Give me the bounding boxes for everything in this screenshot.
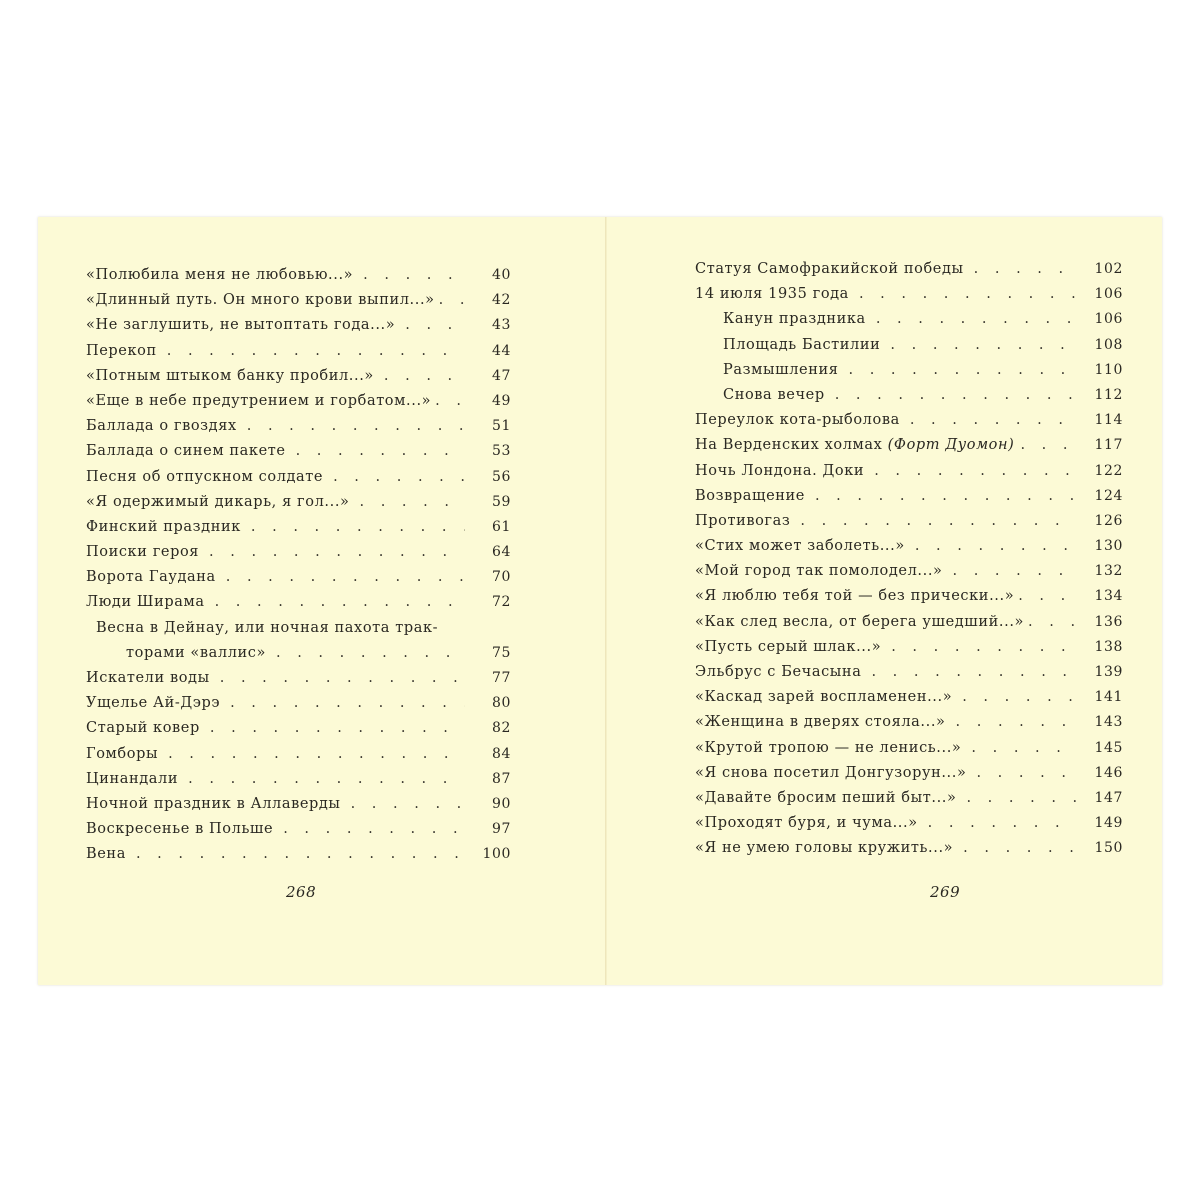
toc-leader-dots (848, 358, 1077, 383)
toc-title: Поиски героя (86, 544, 200, 561)
toc-leader-dots (247, 414, 465, 439)
toc-leader-dots (966, 786, 1077, 811)
toc-leader-dots (276, 641, 465, 666)
toc-leader-dots (1020, 433, 1077, 458)
toc-title: Воскресенье в Польше (86, 821, 274, 838)
toc-title: Люди Ширама (86, 594, 205, 611)
toc-entry (695, 761, 1123, 786)
toc-page-number: 84 (491, 745, 511, 762)
toc-leader-dots (910, 408, 1077, 433)
toc-page-number: 136 (1094, 613, 1123, 630)
toc-title: Перекоп (86, 342, 157, 359)
toc-leader-dots (351, 792, 465, 817)
toc-entry (695, 408, 1123, 433)
toc-entry (695, 786, 1123, 811)
toc-entry (86, 590, 511, 615)
toc-leader-dots (333, 465, 465, 490)
toc-page-number: 82 (491, 720, 511, 737)
toc-leader-dots (835, 383, 1077, 408)
toc-entry (695, 358, 1123, 383)
toc-title: Цинандали (86, 770, 179, 787)
toc-leader-dots (800, 509, 1077, 534)
toc-entry (86, 691, 511, 716)
toc-page-number: 56 (491, 468, 511, 485)
toc-page-number: 146 (1094, 764, 1123, 781)
toc-page-number: 150 (1094, 840, 1123, 857)
toc-title: «Длинный путь. Он много крови выпил...» (86, 292, 435, 309)
toc-leader-dots (360, 490, 466, 515)
toc-page-number: 141 (1094, 689, 1123, 706)
toc-page-number: 53 (491, 443, 511, 460)
toc-title: 14 июля 1935 года (695, 286, 849, 303)
toc-page-number: 112 (1094, 386, 1123, 403)
toc-page-number: 134 (1094, 588, 1123, 605)
toc-leader-dots (963, 836, 1077, 861)
toc-leader-dots (220, 666, 465, 691)
toc-page-number: 114 (1094, 412, 1123, 429)
toc-leader-dots (928, 811, 1077, 836)
toc-entry (86, 364, 511, 389)
toc-page-number: 87 (491, 770, 511, 787)
toc-leader-dots (363, 263, 465, 288)
toc-title: Ночь Лондона. Доки (695, 462, 865, 479)
toc-title: «Мой город так помолодел...» (695, 563, 943, 580)
toc-leader-dots (1018, 584, 1077, 609)
toc-entry (86, 490, 511, 515)
toc-leader-dots (230, 691, 465, 716)
right-page (607, 217, 1162, 985)
toc-entry (86, 263, 511, 288)
toc-entry (86, 288, 511, 313)
toc-entry (695, 635, 1123, 660)
toc-entry (86, 439, 511, 464)
toc-page-number: 124 (1094, 487, 1123, 504)
toc-page-number: 90 (491, 795, 511, 812)
toc-entry (695, 307, 1123, 332)
toc-title-main: На Верденских холмах (695, 437, 883, 454)
left-toc-list (86, 263, 511, 868)
toc-leader-dots (296, 439, 465, 464)
toc-leader-dots (871, 660, 1077, 685)
right-toc-list (695, 257, 1123, 862)
toc-page-number: 75 (491, 644, 511, 661)
toc-entry (86, 515, 511, 540)
toc-entry (695, 559, 1123, 584)
toc-title: Гомборы (86, 745, 159, 762)
toc-leader-dots (226, 565, 465, 590)
toc-leader-dots (215, 590, 465, 615)
toc-page-number: 126 (1094, 512, 1123, 529)
toc-title: «Полюбила меня не любовью...» (86, 267, 354, 283)
toc-leader-dots (405, 313, 465, 338)
toc-entry (86, 842, 511, 867)
toc-entry (695, 459, 1123, 484)
toc-title: «Не заглушить, не вытоптать года...» (86, 317, 396, 334)
toc-leader-dots (136, 842, 465, 867)
toc-title (695, 433, 1014, 458)
toc-entry (695, 710, 1123, 735)
toc-title: Переулок кота-рыболова (695, 412, 900, 429)
toc-title: Ночной праздник в Аллаверды (86, 795, 341, 812)
toc-leader-dots (435, 389, 465, 414)
toc-title: Искатели воды (86, 670, 210, 686)
page-number-folio: 268 (286, 883, 317, 901)
toc-title: «Еще в небе предутрением и горбатом...» (86, 392, 432, 409)
toc-leader-dots (209, 540, 465, 565)
toc-entry (695, 534, 1123, 559)
toc-page-number: 100 (482, 846, 511, 863)
toc-leader-dots (890, 333, 1077, 358)
toc-page-number: 106 (1094, 286, 1123, 303)
toc-page-number: 106 (1094, 311, 1123, 328)
toc-entry (86, 616, 511, 641)
toc-title: Канун праздника (723, 311, 866, 328)
toc-title: Размышления (723, 361, 839, 378)
toc-page-number: 143 (1094, 714, 1123, 731)
toc-title: «Стих может заболеть...» (695, 538, 905, 555)
toc-title: Противогаз (695, 512, 791, 529)
toc-leader-dots (168, 742, 465, 767)
toc-entry (695, 433, 1123, 458)
toc-entry (695, 257, 1123, 282)
toc-leader-dots (874, 459, 1077, 484)
toc-page-number: 102 (1094, 261, 1123, 277)
toc-title: Площадь Бастилии (723, 336, 881, 353)
toc-leader-dots (962, 685, 1077, 710)
toc-leader-dots (439, 288, 465, 313)
toc-page-number: 47 (491, 367, 511, 384)
toc-page-number: 117 (1094, 437, 1123, 454)
toc-entry (86, 666, 511, 691)
toc-leader-dots (974, 257, 1077, 282)
toc-entry (86, 817, 511, 842)
toc-title: Баллада о гвоздях (86, 418, 237, 435)
toc-leader-dots (384, 364, 465, 389)
toc-page-number: 80 (491, 695, 511, 712)
toc-page-number: 139 (1094, 664, 1123, 680)
toc-title: Баллада о синем пакете (86, 443, 286, 460)
toc-leader-dots (971, 736, 1077, 761)
toc-page-number: 51 (491, 418, 511, 435)
toc-page-number: 138 (1094, 638, 1123, 655)
toc-entry (86, 414, 511, 439)
toc-page-number: 49 (491, 392, 511, 409)
toc-entry (86, 339, 511, 364)
toc-entry (695, 610, 1123, 635)
toc-entry (86, 716, 511, 741)
toc-leader-dots (210, 716, 465, 741)
toc-entry (695, 736, 1123, 761)
toc-title: Старый ковер (86, 720, 200, 737)
toc-entry (695, 282, 1123, 307)
toc-entry (695, 484, 1123, 509)
toc-leader-dots (876, 307, 1077, 332)
toc-title: «Потным штыком банку пробил...» (86, 367, 374, 384)
toc-page-number: 61 (491, 518, 511, 535)
toc-title: Финский праздник (86, 518, 241, 535)
toc-leader-dots (1028, 610, 1077, 635)
toc-page-number: 77 (491, 670, 511, 686)
toc-entry (86, 792, 511, 817)
toc-page-number: 132 (1094, 563, 1123, 580)
book-spread (38, 217, 1162, 985)
toc-title: «Пусть серый шлак...» (695, 638, 882, 655)
toc-title: «Давайте бросим пеший быт...» (695, 789, 957, 806)
toc-title: «Я снова посетил Донгузорун...» (695, 764, 967, 781)
toc-leader-dots (915, 534, 1077, 559)
toc-title: Ворота Гаудана (86, 569, 216, 586)
toc-leader-dots (956, 710, 1077, 735)
toc-page-number: 59 (491, 493, 511, 510)
page-number-folio: 269 (930, 883, 961, 901)
toc-page-number: 42 (491, 292, 511, 309)
toc-leader-dots (953, 559, 1078, 584)
toc-title: «Я одержимый дикарь, я гол...» (86, 493, 350, 510)
toc-title: «Как след весла, от берега ушедший...» (695, 613, 1025, 630)
toc-title: Ущелье Ай-Дэрэ (86, 695, 221, 712)
toc-entry (695, 333, 1123, 358)
toc-page-number: 72 (491, 594, 511, 611)
toc-page-number: 110 (1094, 361, 1123, 378)
toc-page-number: 145 (1094, 739, 1123, 756)
toc-entry (695, 509, 1123, 534)
toc-entry (86, 540, 511, 565)
toc-leader-dots (188, 767, 465, 792)
toc-entry (86, 742, 511, 767)
toc-entry (86, 313, 511, 338)
toc-title: торами «валлис» (126, 644, 266, 661)
toc-page-number: 122 (1094, 462, 1123, 479)
toc-entry (695, 660, 1123, 685)
toc-entry (695, 836, 1123, 861)
toc-title: Возвращение (695, 487, 805, 504)
toc-leader-dots (167, 339, 465, 364)
toc-title-italic-note: (Форт Дуомон) (887, 437, 1015, 454)
toc-title: «Я не умею головы кружить...» (695, 840, 954, 857)
toc-leader-dots (859, 282, 1077, 307)
toc-leader-dots (283, 817, 465, 842)
toc-title: «Каскад зарей воспламенен...» (695, 689, 953, 706)
toc-title: Весна в Дейнау, или ночная пахота трак- (96, 619, 439, 636)
toc-title: Вена (86, 846, 126, 863)
toc-title: Песня об отпускном солдате (86, 468, 324, 485)
toc-title: Снова вечер (723, 386, 825, 403)
toc-page-number: 44 (491, 342, 511, 359)
toc-title: «Я люблю тебя той — без прически...» (695, 588, 1015, 605)
toc-entry (86, 767, 511, 792)
toc-leader-dots (815, 484, 1077, 509)
toc-title: «Крутой тропою — не ленись...» (695, 739, 962, 756)
toc-page-number: 43 (491, 317, 511, 334)
toc-page-number: 70 (491, 569, 511, 586)
toc-entry (695, 584, 1123, 609)
toc-entry (86, 465, 511, 490)
toc-entry (86, 389, 511, 414)
toc-page-number: 108 (1094, 336, 1123, 353)
toc-entry (86, 641, 511, 666)
toc-title: Статуя Самофракийской победы (695, 261, 964, 277)
toc-title: Эльбрус с Бечасына (695, 664, 862, 680)
toc-page-number: 97 (491, 821, 511, 838)
toc-entry (695, 685, 1123, 710)
toc-entry (86, 565, 511, 590)
left-page (38, 217, 605, 985)
toc-page-number: 64 (491, 544, 511, 561)
toc-leader-dots (251, 515, 465, 540)
toc-title: «Женщина в дверях стояла...» (695, 714, 946, 731)
toc-page-number: 40 (491, 267, 511, 283)
toc-leader-dots (976, 761, 1077, 786)
toc-entry (695, 811, 1123, 836)
toc-title: «Проходят буря, и чума...» (695, 815, 918, 832)
toc-entry (695, 383, 1123, 408)
toc-page-number: 130 (1094, 538, 1123, 555)
toc-page-number: 147 (1094, 789, 1123, 806)
toc-leader-dots (891, 635, 1077, 660)
toc-page-number: 149 (1094, 815, 1123, 832)
